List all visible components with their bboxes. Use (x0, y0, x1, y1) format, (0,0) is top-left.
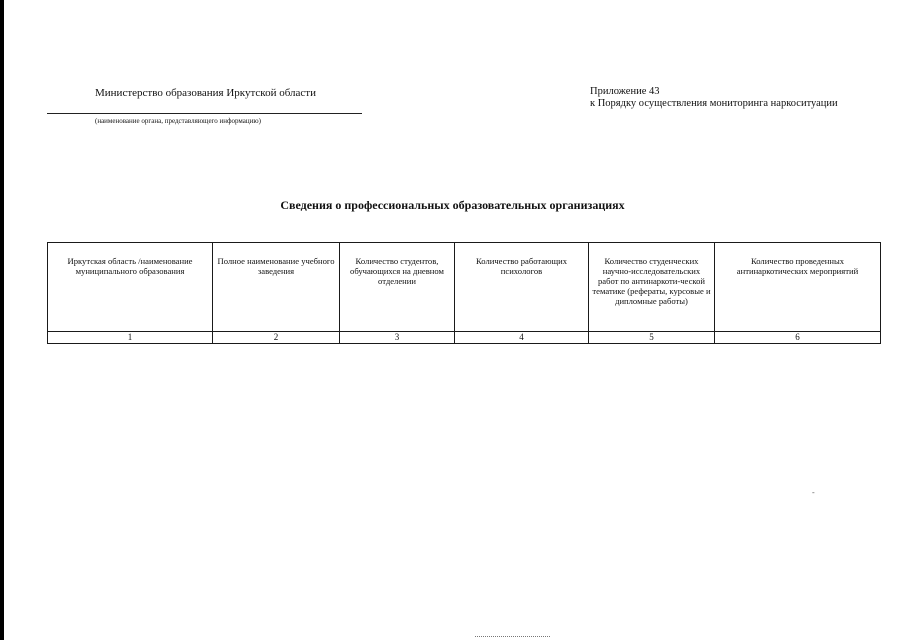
column-header: Количество работающих психологов (455, 243, 589, 332)
report-table (47, 242, 881, 344)
column-number: 2 (213, 332, 340, 344)
column-number: 1 (48, 332, 213, 344)
organization-underline (47, 113, 362, 114)
column-number: 4 (455, 332, 589, 344)
appendix-block (590, 86, 838, 110)
document-title: Сведения о профессиональных образовательных организациях (280, 198, 625, 212)
appendix-title: Приложение 43 (590, 86, 660, 97)
bottom-scan-mark (475, 636, 550, 637)
column-number: 6 (715, 332, 881, 344)
column-header: Количество проведенных антинаркотических мероприятий (715, 243, 881, 332)
column-header: Иркутская область /наименование муниципального образования (48, 243, 213, 332)
scan-left-edge (0, 0, 4, 640)
column-header: Количество студентов, обучающихся на дневном отделении (340, 243, 455, 332)
column-header: Количество студенческих научно-исследовательских работ по антинаркоти-ческой тематике (рефераты, курсовые и дипломные работы) (589, 243, 715, 332)
table-number-row (48, 332, 881, 344)
organization-name: Министерство образования Иркутской области (95, 87, 316, 99)
column-header: Полное наименование учебного заведения (213, 243, 340, 332)
organization-caption: (наименование органа, представляющего информацию) (95, 117, 261, 125)
table-header-row (48, 243, 881, 332)
appendix-subtitle: к Порядку осуществления мониторинга наркоситуации (590, 98, 838, 109)
scan-mark: - (812, 488, 815, 497)
column-number: 5 (589, 332, 715, 344)
column-number: 3 (340, 332, 455, 344)
